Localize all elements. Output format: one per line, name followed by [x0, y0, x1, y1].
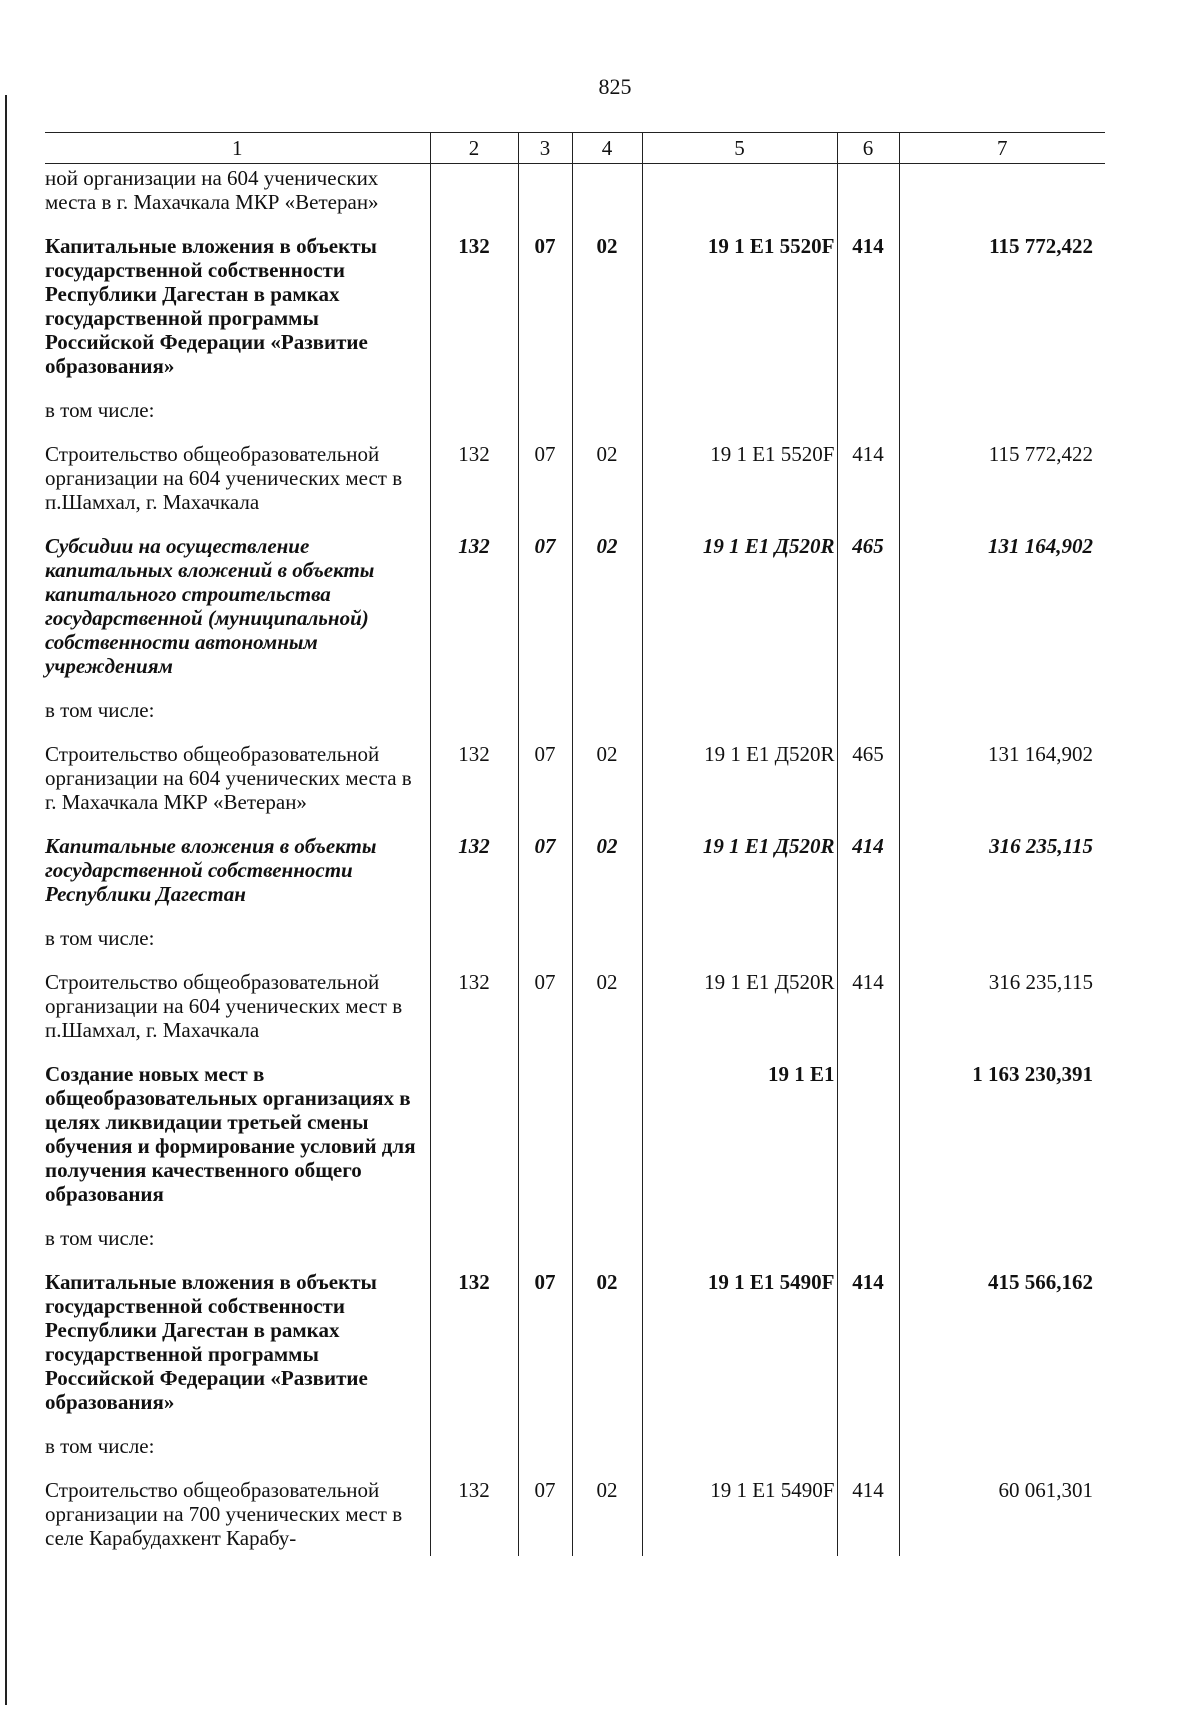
- subsection-code: 02: [572, 1264, 642, 1428]
- page-number-text: 825: [598, 74, 632, 99]
- expense-type-code: 414: [837, 1472, 899, 1556]
- expense-type-code: 465: [837, 528, 899, 692]
- expense-type-code: [837, 920, 899, 964]
- section-code: [518, 392, 572, 436]
- section-code: 07: [518, 736, 572, 828]
- ministry-code: 132: [430, 828, 518, 920]
- table-header-row: [45, 133, 1105, 164]
- table-row: [45, 920, 1105, 964]
- subsection-code: 02: [572, 1472, 642, 1556]
- subsection-code: [572, 920, 642, 964]
- target-article-code: 19 1 E1 Д520R: [642, 828, 837, 920]
- amount: 1 163 230,391: [899, 1056, 1105, 1220]
- column-header-2: 2: [430, 133, 518, 164]
- ministry-code: 132: [430, 964, 518, 1056]
- section-code: 07: [518, 964, 572, 1056]
- section-code: [518, 1056, 572, 1220]
- table-row: [45, 736, 1105, 828]
- ministry-code: 132: [430, 1472, 518, 1556]
- expense-type-code: 414: [837, 1264, 899, 1428]
- ministry-code: [430, 1220, 518, 1264]
- amount: 316 235,115: [899, 964, 1105, 1056]
- ministry-code: [430, 1428, 518, 1472]
- subsection-code: 02: [572, 736, 642, 828]
- target-article-code: 19 1 E1 Д520R: [642, 964, 837, 1056]
- ministry-code: [430, 692, 518, 736]
- target-article-code: 19 1 E1 5490F: [642, 1264, 837, 1428]
- page-number: [0, 74, 1200, 100]
- target-article-code: [642, 164, 837, 229]
- section-code: [518, 920, 572, 964]
- ministry-code: [430, 392, 518, 436]
- expense-type-code: 414: [837, 964, 899, 1056]
- row-description: в том числе:: [45, 1434, 155, 1458]
- subsection-code: 02: [572, 436, 642, 528]
- table-row: [45, 692, 1105, 736]
- amount: 60 061,301: [899, 1472, 1105, 1556]
- table-row: [45, 1220, 1105, 1264]
- ministry-code: 132: [430, 1264, 518, 1428]
- row-description: Строительство общеобразовательной организации на 604 ученических мест в п.Шамхал, г. Махачкала: [45, 970, 403, 1042]
- table-row: [45, 436, 1105, 528]
- subsection-code: [572, 1428, 642, 1472]
- section-code: 07: [518, 436, 572, 528]
- target-article-code: [642, 1220, 837, 1264]
- section-code: 07: [518, 1264, 572, 1428]
- row-description: в том числе:: [45, 926, 155, 950]
- subsection-code: 02: [572, 528, 642, 692]
- section-code: 07: [518, 828, 572, 920]
- amount: [899, 392, 1105, 436]
- target-article-code: [642, 392, 837, 436]
- budget-table: [45, 132, 1105, 1556]
- table-row: [45, 1264, 1105, 1428]
- amount: 115 772,422: [899, 436, 1105, 528]
- subsection-code: [572, 1220, 642, 1264]
- section-code: [518, 1220, 572, 1264]
- row-description: в том числе:: [45, 698, 155, 722]
- subsection-code: 02: [572, 964, 642, 1056]
- row-description: ной организации на 604 ученических места в г. Махачкала МКР «Ветеран»: [45, 166, 379, 214]
- page-left-edge-line: [5, 95, 7, 1705]
- expense-type-code: 414: [837, 228, 899, 392]
- row-description: в том числе:: [45, 398, 155, 422]
- subsection-code: 02: [572, 828, 642, 920]
- ministry-code: 132: [430, 436, 518, 528]
- ministry-code: 132: [430, 736, 518, 828]
- expense-type-code: [837, 392, 899, 436]
- ministry-code: [430, 164, 518, 229]
- subsection-code: [572, 392, 642, 436]
- row-description: Капитальные вложения в объекты государственной собственности Республики Дагестан: [45, 834, 377, 906]
- ministry-code: [430, 920, 518, 964]
- target-article-code: [642, 920, 837, 964]
- amount: [899, 164, 1105, 229]
- target-article-code: 19 1 E1 5520F: [642, 436, 837, 528]
- section-code: [518, 1428, 572, 1472]
- section-code: 07: [518, 228, 572, 392]
- table-row: [45, 528, 1105, 692]
- row-description: Создание новых мест в общеобразовательных организациях в целях ликвидации третьей смены обучения и формирование условий для получения качественного общего образования: [45, 1062, 416, 1206]
- subsection-code: [572, 692, 642, 736]
- ministry-code: [430, 1056, 518, 1220]
- table-row: [45, 828, 1105, 920]
- expense-type-code: 414: [837, 436, 899, 528]
- column-header-6: 6: [837, 133, 899, 164]
- table-row: [45, 164, 1105, 229]
- expense-type-code: [837, 1220, 899, 1264]
- target-article-code: 19 1 E1 5520F: [642, 228, 837, 392]
- amount: [899, 1428, 1105, 1472]
- amount: 415 566,162: [899, 1264, 1105, 1428]
- section-code: [518, 692, 572, 736]
- amount: 316 235,115: [899, 828, 1105, 920]
- row-description: в том числе:: [45, 1226, 155, 1250]
- table-body: [45, 164, 1105, 1557]
- target-article-code: 19 1 E1: [642, 1056, 837, 1220]
- expense-type-code: [837, 1056, 899, 1220]
- row-description: Строительство общеобразовательной организации на 700 ученических мест в селе Карабудахкент Карабу-: [45, 1478, 403, 1550]
- row-description: Субсидии на осуществление капитальных вложений в объекты капитального строительства государственной (муниципальной) собственности автономным учреждениям: [45, 534, 375, 678]
- table-row: [45, 1472, 1105, 1556]
- subsection-code: 02: [572, 228, 642, 392]
- expense-type-code: 465: [837, 736, 899, 828]
- amount: [899, 920, 1105, 964]
- target-article-code: [642, 692, 837, 736]
- subsection-code: [572, 1056, 642, 1220]
- column-header-3: 3: [518, 133, 572, 164]
- target-article-code: 19 1 E1 Д520R: [642, 528, 837, 692]
- column-header-7: 7: [899, 133, 1105, 164]
- column-header-5: 5: [642, 133, 837, 164]
- amount: [899, 1220, 1105, 1264]
- target-article-code: 19 1 E1 5490F: [642, 1472, 837, 1556]
- target-article-code: [642, 1428, 837, 1472]
- subsection-code: [572, 164, 642, 229]
- column-header-1: 1: [45, 133, 430, 164]
- amount: 115 772,422: [899, 228, 1105, 392]
- amount: 131 164,902: [899, 528, 1105, 692]
- table-row: [45, 1056, 1105, 1220]
- column-header-4: 4: [572, 133, 642, 164]
- row-description: Капитальные вложения в объекты государственной собственности Республики Дагестан в рамках государственной программы Российской Федерации «Развитие образования»: [45, 234, 377, 378]
- amount: [899, 692, 1105, 736]
- expense-type-code: [837, 692, 899, 736]
- section-code: 07: [518, 1472, 572, 1556]
- table-row: [45, 228, 1105, 392]
- row-description: Строительство общеобразовательной организации на 604 ученических места в г. Махачкала МКР «Ветеран»: [45, 742, 412, 814]
- section-code: 07: [518, 528, 572, 692]
- table-row: [45, 1428, 1105, 1472]
- table-row: [45, 964, 1105, 1056]
- amount: 131 164,902: [899, 736, 1105, 828]
- expense-type-code: 414: [837, 828, 899, 920]
- row-description: Капитальные вложения в объекты государственной собственности Республики Дагестан в рамках государственной программы Российской Федерации «Развитие образования»: [45, 1270, 377, 1414]
- ministry-code: 132: [430, 228, 518, 392]
- table-row: [45, 392, 1105, 436]
- expense-type-code: [837, 1428, 899, 1472]
- ministry-code: 132: [430, 528, 518, 692]
- section-code: [518, 164, 572, 229]
- row-description: Строительство общеобразовательной организации на 604 ученических мест в п.Шамхал, г. Махачкала: [45, 442, 403, 514]
- target-article-code: 19 1 E1 Д520R: [642, 736, 837, 828]
- expense-type-code: [837, 164, 899, 229]
